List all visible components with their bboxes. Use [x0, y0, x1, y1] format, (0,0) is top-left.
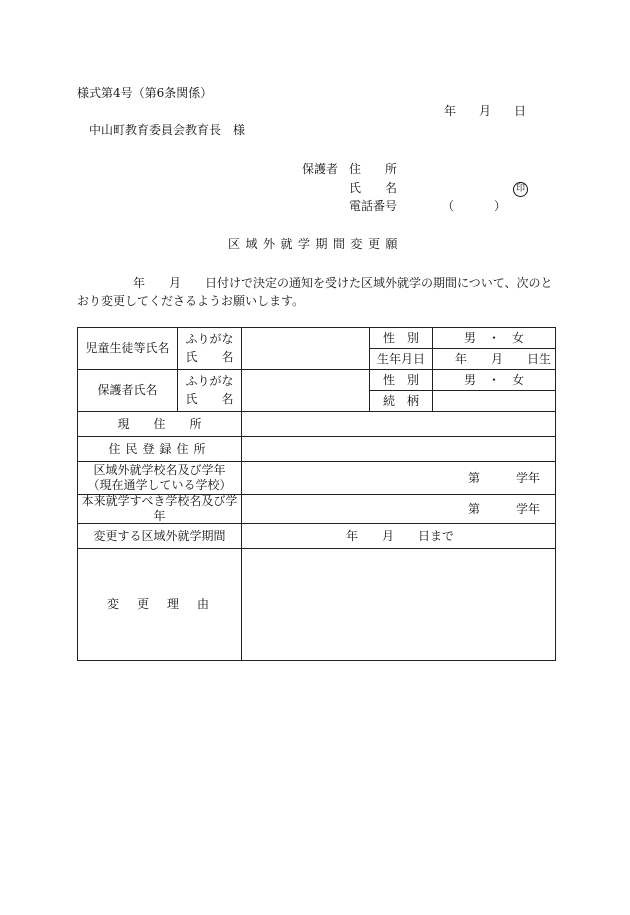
phone-open: （	[442, 199, 455, 213]
original-grade-prefix: 第	[468, 502, 481, 516]
date-day: 日	[514, 104, 527, 118]
date-year: 年	[444, 104, 457, 118]
registered-address-field[interactable]	[242, 437, 555, 461]
guardian-kanji-name-label: 氏 名	[185, 391, 234, 406]
student-furigana-label: ふりがな	[185, 331, 234, 346]
address-label: 住 所	[349, 162, 398, 176]
original-school-label: 本来就学すべき学校名及び学年	[81, 494, 238, 523]
current-grade-suffix: 学年	[516, 471, 541, 485]
date-month: 月	[479, 104, 492, 118]
current-school-label-line2: （現在通学している学校）	[87, 478, 232, 492]
applicant-name-label: 氏 名	[349, 181, 398, 195]
original-grade-suffix: 学年	[516, 502, 541, 516]
current-school-field[interactable]	[242, 462, 555, 494]
current-school-label-line1: 区域外就学校名及び学年	[93, 463, 226, 477]
dob-label: 生年月日	[376, 351, 425, 366]
relation-label: 続 柄	[382, 393, 419, 408]
body-line-2: おり変更してくださるようお願いします。	[77, 294, 305, 308]
dob-field[interactable]: 年 月 日生	[454, 351, 551, 366]
period-label: 変更する区域外就学期間	[93, 528, 226, 543]
current-grade-prefix: 第	[468, 471, 481, 485]
form-number: 様式第4号（第6条関係）	[77, 86, 213, 100]
student-name-field[interactable]	[242, 328, 369, 369]
guardian-gender-label: 性 別	[382, 372, 419, 387]
guardian-name-field[interactable]	[242, 370, 369, 411]
guardian-furigana-label: ふりがな	[185, 373, 234, 388]
guardian-role-label: 保護者	[302, 162, 339, 176]
reason-label: 変 更 理 由	[106, 597, 212, 611]
phone-label: 電話番号	[349, 199, 398, 213]
body-line-1: 年 月 日付けで決定の通知を受けた区域外就学の期間について、次のと	[133, 276, 553, 290]
current-address-field[interactable]	[242, 412, 555, 436]
student-gender-options[interactable]: 男 ・ 女	[463, 330, 524, 345]
reason-field[interactable]	[242, 549, 555, 660]
phone-close: ）	[494, 199, 507, 213]
guardian-name-label: 保護者氏名	[97, 383, 158, 397]
seal-icon: 印	[513, 182, 528, 197]
original-school-field[interactable]	[242, 495, 555, 523]
period-field[interactable]: 年 月 日まで	[346, 529, 455, 543]
registered-address-label: 住民登録住所	[108, 441, 211, 456]
document-title: 区域外就学期間変更願	[228, 237, 404, 251]
current-school-label	[78, 462, 241, 494]
student-name-label: 児童生徒等氏名	[85, 341, 170, 355]
guardian-gender-options[interactable]: 男 ・ 女	[463, 372, 524, 387]
addressee: 中山町教育委員会教育長 様	[89, 123, 246, 137]
current-address-label: 現 住 所	[117, 416, 202, 431]
student-kanji-name-label: 氏 名	[185, 349, 234, 364]
student-gender-label: 性 別	[382, 330, 419, 345]
seal-mark	[513, 180, 528, 197]
relation-field[interactable]	[433, 391, 555, 411]
date-line	[444, 104, 526, 118]
